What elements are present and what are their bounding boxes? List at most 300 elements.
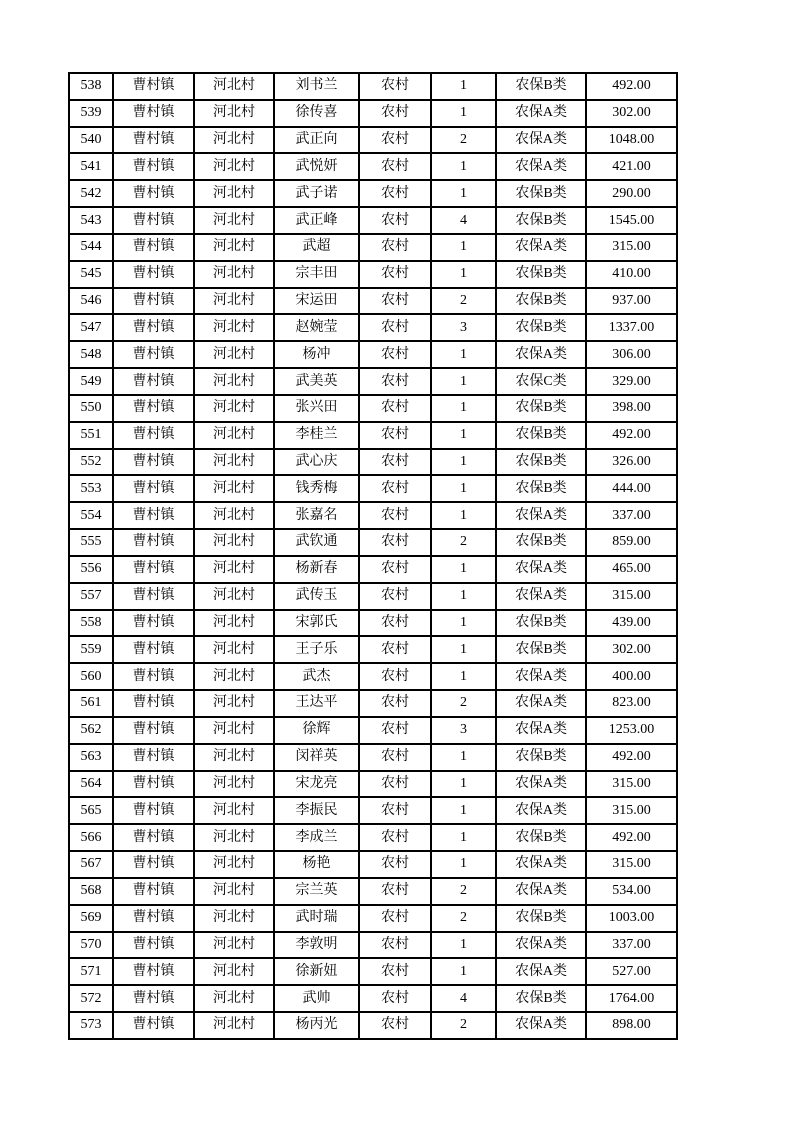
cell-residence: 农村 xyxy=(359,180,431,207)
cell-count: 1 xyxy=(431,73,496,100)
cell-town: 曹村镇 xyxy=(113,341,194,368)
cell-seq: 561 xyxy=(69,690,113,717)
table-row xyxy=(69,100,677,127)
cell-village: 河北村 xyxy=(194,744,274,771)
cell-amount: 290.00 xyxy=(586,180,677,207)
cell-town: 曹村镇 xyxy=(113,878,194,905)
cell-residence: 农村 xyxy=(359,556,431,583)
cell-village: 河北村 xyxy=(194,610,274,637)
table-row xyxy=(69,502,677,529)
cell-town: 曹村镇 xyxy=(113,985,194,1012)
records-table-body xyxy=(69,73,677,1039)
records-table xyxy=(68,72,678,1040)
cell-count: 1 xyxy=(431,475,496,502)
cell-town: 曹村镇 xyxy=(113,395,194,422)
table-row xyxy=(69,610,677,637)
cell-seq: 550 xyxy=(69,395,113,422)
cell-residence: 农村 xyxy=(359,529,431,556)
cell-village: 河北村 xyxy=(194,529,274,556)
cell-category: 农保A类 xyxy=(496,797,586,824)
cell-residence: 农村 xyxy=(359,502,431,529)
cell-seq: 562 xyxy=(69,717,113,744)
cell-village: 河北村 xyxy=(194,127,274,154)
cell-village: 河北村 xyxy=(194,100,274,127)
cell-name: 宗丰田 xyxy=(274,261,359,288)
cell-category: 农保B类 xyxy=(496,610,586,637)
cell-amount: 492.00 xyxy=(586,824,677,851)
cell-seq: 555 xyxy=(69,529,113,556)
cell-count: 1 xyxy=(431,932,496,959)
cell-residence: 农村 xyxy=(359,475,431,502)
cell-village: 河北村 xyxy=(194,502,274,529)
cell-category: 农保B类 xyxy=(496,180,586,207)
cell-residence: 农村 xyxy=(359,288,431,315)
cell-village: 河北村 xyxy=(194,73,274,100)
cell-category: 农保B类 xyxy=(496,207,586,234)
cell-residence: 农村 xyxy=(359,449,431,476)
cell-residence: 农村 xyxy=(359,207,431,234)
cell-amount: 421.00 xyxy=(586,153,677,180)
cell-category: 农保B类 xyxy=(496,529,586,556)
cell-residence: 农村 xyxy=(359,314,431,341)
cell-village: 河北村 xyxy=(194,475,274,502)
cell-category: 农保B类 xyxy=(496,744,586,771)
cell-category: 农保A类 xyxy=(496,878,586,905)
cell-name: 徐新妞 xyxy=(274,958,359,985)
table-row xyxy=(69,717,677,744)
table-row xyxy=(69,985,677,1012)
cell-name: 武心庆 xyxy=(274,449,359,476)
cell-village: 河北村 xyxy=(194,368,274,395)
table-row xyxy=(69,744,677,771)
cell-residence: 农村 xyxy=(359,636,431,663)
cell-count: 2 xyxy=(431,529,496,556)
cell-village: 河北村 xyxy=(194,422,274,449)
cell-amount: 410.00 xyxy=(586,261,677,288)
cell-village: 河北村 xyxy=(194,207,274,234)
cell-amount: 1048.00 xyxy=(586,127,677,154)
cell-residence: 农村 xyxy=(359,932,431,959)
cell-village: 河北村 xyxy=(194,771,274,798)
cell-seq: 560 xyxy=(69,663,113,690)
cell-count: 2 xyxy=(431,127,496,154)
cell-town: 曹村镇 xyxy=(113,1012,194,1039)
cell-residence: 农村 xyxy=(359,958,431,985)
cell-category: 农保A类 xyxy=(496,663,586,690)
cell-amount: 1764.00 xyxy=(586,985,677,1012)
cell-town: 曹村镇 xyxy=(113,583,194,610)
cell-count: 1 xyxy=(431,422,496,449)
cell-residence: 农村 xyxy=(359,583,431,610)
cell-count: 1 xyxy=(431,610,496,637)
table-row xyxy=(69,851,677,878)
cell-category: 农保A类 xyxy=(496,1012,586,1039)
cell-count: 1 xyxy=(431,771,496,798)
table-row xyxy=(69,422,677,449)
cell-town: 曹村镇 xyxy=(113,932,194,959)
cell-seq: 553 xyxy=(69,475,113,502)
cell-amount: 326.00 xyxy=(586,449,677,476)
cell-category: 农保A类 xyxy=(496,717,586,744)
cell-village: 河北村 xyxy=(194,905,274,932)
cell-town: 曹村镇 xyxy=(113,153,194,180)
cell-count: 1 xyxy=(431,744,496,771)
cell-seq: 565 xyxy=(69,797,113,824)
cell-village: 河北村 xyxy=(194,180,274,207)
cell-amount: 337.00 xyxy=(586,932,677,959)
cell-count: 3 xyxy=(431,717,496,744)
cell-amount: 329.00 xyxy=(586,368,677,395)
cell-count: 1 xyxy=(431,261,496,288)
cell-seq: 542 xyxy=(69,180,113,207)
cell-town: 曹村镇 xyxy=(113,690,194,717)
cell-amount: 492.00 xyxy=(586,422,677,449)
cell-seq: 545 xyxy=(69,261,113,288)
cell-town: 曹村镇 xyxy=(113,797,194,824)
cell-name: 徐传喜 xyxy=(274,100,359,127)
cell-name: 武杰 xyxy=(274,663,359,690)
cell-amount: 315.00 xyxy=(586,797,677,824)
cell-town: 曹村镇 xyxy=(113,422,194,449)
cell-name: 宋郭氏 xyxy=(274,610,359,637)
cell-village: 河北村 xyxy=(194,1012,274,1039)
table-row xyxy=(69,1012,677,1039)
table-row xyxy=(69,636,677,663)
cell-amount: 1003.00 xyxy=(586,905,677,932)
cell-name: 武美英 xyxy=(274,368,359,395)
cell-seq: 539 xyxy=(69,100,113,127)
cell-name: 杨艳 xyxy=(274,851,359,878)
cell-name: 刘书兰 xyxy=(274,73,359,100)
cell-seq: 547 xyxy=(69,314,113,341)
cell-seq: 549 xyxy=(69,368,113,395)
cell-amount: 492.00 xyxy=(586,744,677,771)
cell-category: 农保A类 xyxy=(496,958,586,985)
cell-count: 1 xyxy=(431,395,496,422)
cell-residence: 农村 xyxy=(359,610,431,637)
cell-residence: 农村 xyxy=(359,690,431,717)
cell-name: 徐辉 xyxy=(274,717,359,744)
cell-category: 农保B类 xyxy=(496,422,586,449)
cell-seq: 540 xyxy=(69,127,113,154)
cell-category: 农保B类 xyxy=(496,395,586,422)
cell-category: 农保A类 xyxy=(496,341,586,368)
cell-seq: 543 xyxy=(69,207,113,234)
cell-residence: 农村 xyxy=(359,663,431,690)
cell-name: 武子诺 xyxy=(274,180,359,207)
cell-residence: 农村 xyxy=(359,878,431,905)
cell-village: 河北村 xyxy=(194,932,274,959)
cell-count: 1 xyxy=(431,449,496,476)
cell-town: 曹村镇 xyxy=(113,824,194,851)
table-row xyxy=(69,529,677,556)
cell-town: 曹村镇 xyxy=(113,475,194,502)
cell-residence: 农村 xyxy=(359,717,431,744)
cell-seq: 552 xyxy=(69,449,113,476)
cell-residence: 农村 xyxy=(359,261,431,288)
cell-name: 武帅 xyxy=(274,985,359,1012)
table-row xyxy=(69,583,677,610)
cell-category: 农保A类 xyxy=(496,502,586,529)
cell-residence: 农村 xyxy=(359,905,431,932)
cell-name: 武正向 xyxy=(274,127,359,154)
cell-amount: 337.00 xyxy=(586,502,677,529)
table-row xyxy=(69,663,677,690)
cell-name: 武悦妍 xyxy=(274,153,359,180)
cell-village: 河北村 xyxy=(194,234,274,261)
cell-count: 2 xyxy=(431,690,496,717)
cell-name: 宋龙亮 xyxy=(274,771,359,798)
cell-category: 农保A类 xyxy=(496,556,586,583)
cell-amount: 315.00 xyxy=(586,234,677,261)
cell-residence: 农村 xyxy=(359,744,431,771)
cell-village: 河北村 xyxy=(194,985,274,1012)
table-row xyxy=(69,395,677,422)
cell-name: 钱秀梅 xyxy=(274,475,359,502)
cell-name: 闵祥英 xyxy=(274,744,359,771)
cell-name: 武钦通 xyxy=(274,529,359,556)
cell-category: 农保C类 xyxy=(496,368,586,395)
cell-count: 1 xyxy=(431,556,496,583)
cell-count: 1 xyxy=(431,958,496,985)
cell-count: 1 xyxy=(431,824,496,851)
cell-town: 曹村镇 xyxy=(113,234,194,261)
table-row xyxy=(69,797,677,824)
cell-count: 1 xyxy=(431,851,496,878)
cell-category: 农保B类 xyxy=(496,475,586,502)
cell-village: 河北村 xyxy=(194,261,274,288)
cell-residence: 农村 xyxy=(359,395,431,422)
cell-category: 农保A类 xyxy=(496,583,586,610)
cell-count: 1 xyxy=(431,636,496,663)
cell-seq: 556 xyxy=(69,556,113,583)
cell-amount: 398.00 xyxy=(586,395,677,422)
cell-town: 曹村镇 xyxy=(113,73,194,100)
cell-count: 1 xyxy=(431,583,496,610)
cell-amount: 315.00 xyxy=(586,583,677,610)
table-row xyxy=(69,690,677,717)
cell-category: 农保B类 xyxy=(496,985,586,1012)
cell-seq: 569 xyxy=(69,905,113,932)
cell-town: 曹村镇 xyxy=(113,663,194,690)
cell-village: 河北村 xyxy=(194,636,274,663)
cell-residence: 农村 xyxy=(359,127,431,154)
cell-name: 王子乐 xyxy=(274,636,359,663)
cell-count: 1 xyxy=(431,368,496,395)
cell-count: 2 xyxy=(431,905,496,932)
cell-name: 李桂兰 xyxy=(274,422,359,449)
cell-village: 河北村 xyxy=(194,583,274,610)
cell-village: 河北村 xyxy=(194,958,274,985)
table-row xyxy=(69,288,677,315)
cell-category: 农保A类 xyxy=(496,100,586,127)
cell-residence: 农村 xyxy=(359,422,431,449)
table-row xyxy=(69,771,677,798)
cell-name: 李振民 xyxy=(274,797,359,824)
cell-count: 2 xyxy=(431,288,496,315)
cell-name: 武超 xyxy=(274,234,359,261)
cell-name: 武时瑞 xyxy=(274,905,359,932)
cell-town: 曹村镇 xyxy=(113,368,194,395)
cell-town: 曹村镇 xyxy=(113,100,194,127)
cell-count: 1 xyxy=(431,153,496,180)
cell-name: 李成兰 xyxy=(274,824,359,851)
cell-village: 河北村 xyxy=(194,663,274,690)
cell-category: 农保A类 xyxy=(496,234,586,261)
cell-name: 杨丙光 xyxy=(274,1012,359,1039)
cell-category: 农保A类 xyxy=(496,690,586,717)
cell-name: 武传玉 xyxy=(274,583,359,610)
cell-town: 曹村镇 xyxy=(113,610,194,637)
cell-village: 河北村 xyxy=(194,851,274,878)
table-row xyxy=(69,73,677,100)
cell-seq: 558 xyxy=(69,610,113,637)
cell-name: 杨新春 xyxy=(274,556,359,583)
cell-count: 1 xyxy=(431,234,496,261)
cell-category: 农保A类 xyxy=(496,932,586,959)
table-row xyxy=(69,824,677,851)
cell-amount: 1253.00 xyxy=(586,717,677,744)
cell-village: 河北村 xyxy=(194,878,274,905)
cell-count: 1 xyxy=(431,502,496,529)
cell-town: 曹村镇 xyxy=(113,127,194,154)
cell-seq: 564 xyxy=(69,771,113,798)
cell-count: 1 xyxy=(431,100,496,127)
cell-amount: 1545.00 xyxy=(586,207,677,234)
cell-town: 曹村镇 xyxy=(113,905,194,932)
cell-amount: 859.00 xyxy=(586,529,677,556)
cell-count: 4 xyxy=(431,207,496,234)
cell-village: 河北村 xyxy=(194,556,274,583)
table-row xyxy=(69,180,677,207)
cell-category: 农保A类 xyxy=(496,127,586,154)
cell-village: 河北村 xyxy=(194,153,274,180)
cell-seq: 566 xyxy=(69,824,113,851)
cell-name: 张嘉名 xyxy=(274,502,359,529)
cell-seq: 548 xyxy=(69,341,113,368)
cell-seq: 551 xyxy=(69,422,113,449)
cell-amount: 444.00 xyxy=(586,475,677,502)
cell-name: 张兴田 xyxy=(274,395,359,422)
cell-amount: 302.00 xyxy=(586,636,677,663)
cell-amount: 315.00 xyxy=(586,851,677,878)
cell-town: 曹村镇 xyxy=(113,529,194,556)
table-row xyxy=(69,958,677,985)
cell-town: 曹村镇 xyxy=(113,261,194,288)
cell-seq: 538 xyxy=(69,73,113,100)
cell-category: 农保B类 xyxy=(496,314,586,341)
cell-village: 河北村 xyxy=(194,449,274,476)
table-row xyxy=(69,234,677,261)
cell-seq: 554 xyxy=(69,502,113,529)
cell-town: 曹村镇 xyxy=(113,744,194,771)
cell-name: 赵婉莹 xyxy=(274,314,359,341)
cell-town: 曹村镇 xyxy=(113,556,194,583)
cell-town: 曹村镇 xyxy=(113,771,194,798)
cell-village: 河北村 xyxy=(194,341,274,368)
cell-count: 1 xyxy=(431,180,496,207)
cell-seq: 572 xyxy=(69,985,113,1012)
cell-seq: 573 xyxy=(69,1012,113,1039)
table-row xyxy=(69,207,677,234)
cell-seq: 570 xyxy=(69,932,113,959)
cell-residence: 农村 xyxy=(359,341,431,368)
cell-amount: 302.00 xyxy=(586,100,677,127)
cell-residence: 农村 xyxy=(359,73,431,100)
cell-residence: 农村 xyxy=(359,771,431,798)
cell-seq: 571 xyxy=(69,958,113,985)
cell-amount: 527.00 xyxy=(586,958,677,985)
cell-amount: 937.00 xyxy=(586,288,677,315)
cell-village: 河北村 xyxy=(194,314,274,341)
cell-residence: 农村 xyxy=(359,797,431,824)
cell-residence: 农村 xyxy=(359,985,431,1012)
cell-residence: 农村 xyxy=(359,368,431,395)
cell-category: 农保B类 xyxy=(496,905,586,932)
cell-residence: 农村 xyxy=(359,851,431,878)
cell-category: 农保B类 xyxy=(496,824,586,851)
table-row xyxy=(69,556,677,583)
cell-category: 农保B类 xyxy=(496,261,586,288)
cell-name: 宗兰英 xyxy=(274,878,359,905)
cell-count: 2 xyxy=(431,878,496,905)
cell-count: 4 xyxy=(431,985,496,1012)
cell-residence: 农村 xyxy=(359,100,431,127)
cell-category: 农保B类 xyxy=(496,288,586,315)
cell-count: 2 xyxy=(431,1012,496,1039)
cell-category: 农保B类 xyxy=(496,636,586,663)
cell-count: 3 xyxy=(431,314,496,341)
cell-town: 曹村镇 xyxy=(113,449,194,476)
table-row xyxy=(69,261,677,288)
cell-village: 河北村 xyxy=(194,824,274,851)
cell-seq: 546 xyxy=(69,288,113,315)
cell-town: 曹村镇 xyxy=(113,288,194,315)
cell-amount: 439.00 xyxy=(586,610,677,637)
table-row xyxy=(69,153,677,180)
cell-residence: 农村 xyxy=(359,153,431,180)
cell-category: 农保A类 xyxy=(496,851,586,878)
cell-name: 宋运田 xyxy=(274,288,359,315)
cell-amount: 306.00 xyxy=(586,341,677,368)
cell-amount: 823.00 xyxy=(586,690,677,717)
cell-count: 1 xyxy=(431,663,496,690)
cell-residence: 农村 xyxy=(359,234,431,261)
table-row xyxy=(69,932,677,959)
table-row xyxy=(69,878,677,905)
cell-village: 河北村 xyxy=(194,797,274,824)
cell-town: 曹村镇 xyxy=(113,717,194,744)
cell-name: 杨冲 xyxy=(274,341,359,368)
cell-residence: 农村 xyxy=(359,824,431,851)
cell-amount: 534.00 xyxy=(586,878,677,905)
cell-town: 曹村镇 xyxy=(113,207,194,234)
table-row xyxy=(69,368,677,395)
table-row xyxy=(69,341,677,368)
cell-amount: 465.00 xyxy=(586,556,677,583)
cell-village: 河北村 xyxy=(194,690,274,717)
table-row xyxy=(69,127,677,154)
table-row xyxy=(69,314,677,341)
cell-residence: 农村 xyxy=(359,1012,431,1039)
table-row xyxy=(69,449,677,476)
cell-seq: 559 xyxy=(69,636,113,663)
cell-town: 曹村镇 xyxy=(113,180,194,207)
cell-village: 河北村 xyxy=(194,288,274,315)
cell-seq: 568 xyxy=(69,878,113,905)
table-row xyxy=(69,475,677,502)
cell-town: 曹村镇 xyxy=(113,502,194,529)
